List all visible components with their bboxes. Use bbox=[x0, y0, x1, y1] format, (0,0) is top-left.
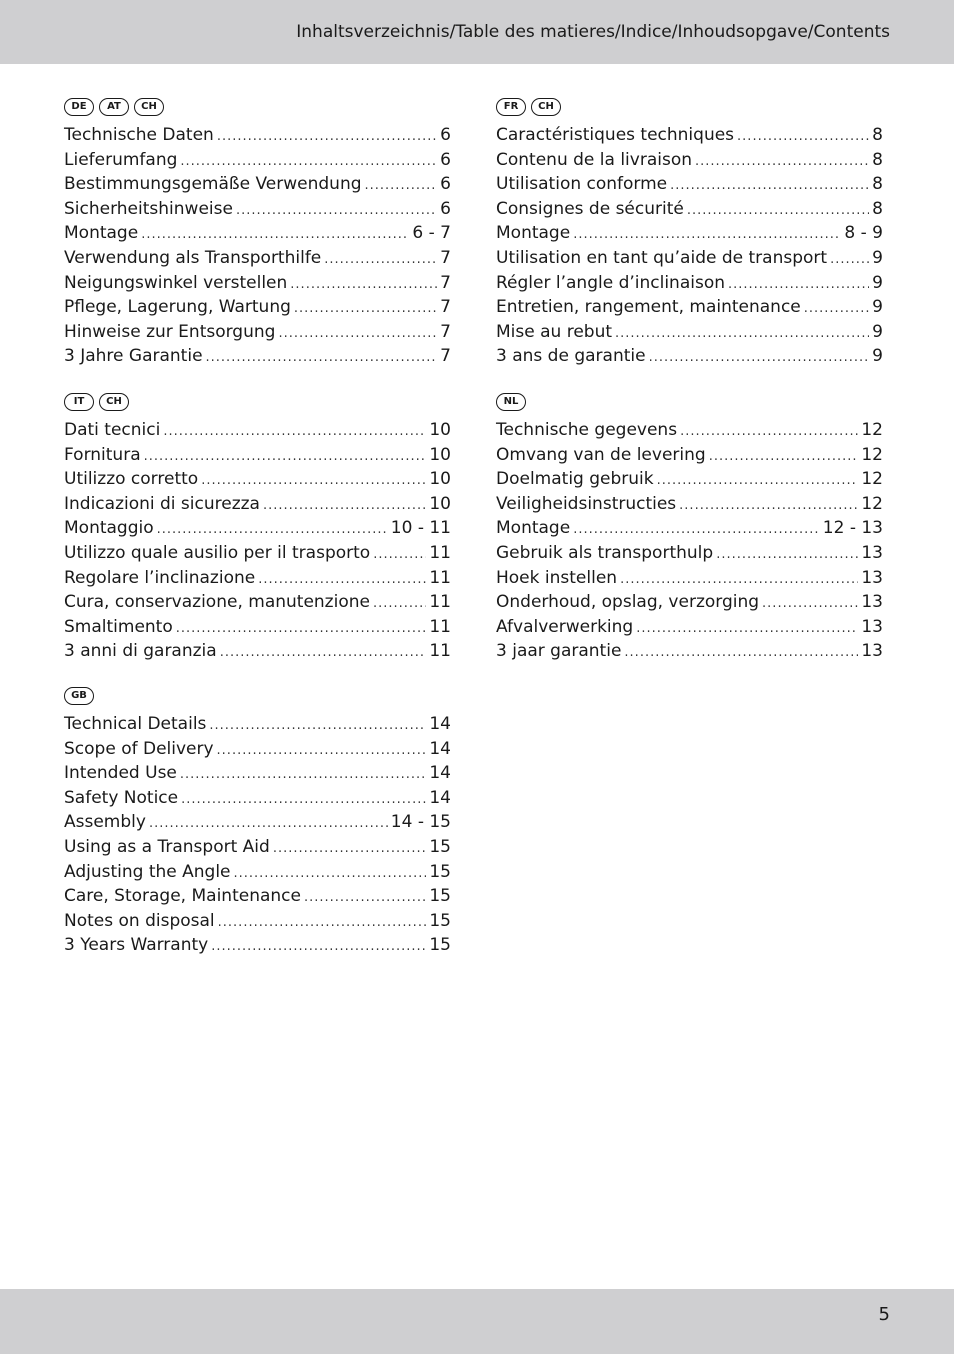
toc-entry bbox=[496, 543, 883, 568]
toc-entry-title: Caractéristiques techniques bbox=[496, 125, 735, 145]
toc-entry bbox=[64, 248, 451, 273]
toc-entry-page: 15 bbox=[429, 861, 451, 882]
footer-bar bbox=[0, 1289, 954, 1354]
toc-entry-title: Scope of Delivery bbox=[64, 738, 214, 759]
toc-dot-leader bbox=[670, 178, 869, 193]
toc-entry-title: Montage bbox=[64, 223, 139, 244]
toc-dot-leader bbox=[737, 129, 869, 144]
toc-entry-title: Utilizzo corretto bbox=[64, 469, 199, 490]
toc-dot-leader bbox=[217, 743, 427, 758]
language-badges bbox=[64, 391, 451, 413]
toc-entry bbox=[64, 494, 451, 519]
toc-entry-page: 9 bbox=[872, 321, 883, 342]
toc-entry-page: 13 bbox=[861, 641, 883, 662]
toc-entry-page: 12 bbox=[861, 493, 883, 514]
toc-dot-leader bbox=[141, 227, 409, 242]
toc-entry bbox=[64, 273, 451, 298]
toc-entry-title: Veiligheidsinstructies bbox=[496, 493, 677, 514]
toc-entry bbox=[64, 739, 451, 764]
toc-entry-page: 8 bbox=[872, 174, 883, 195]
toc-entry bbox=[496, 150, 883, 175]
toc-entry-title: Utilisation conforme bbox=[496, 174, 668, 195]
toc-entry-page: 13 bbox=[861, 592, 883, 613]
toc-entry bbox=[64, 346, 451, 371]
toc-dot-leader bbox=[157, 522, 388, 537]
country-badge: IT bbox=[64, 393, 94, 411]
toc-entry-title: 3 Jahre Garantie bbox=[64, 346, 203, 367]
toc-dot-leader bbox=[657, 473, 859, 488]
toc-entry-page: 15 bbox=[429, 935, 451, 956]
toc-entry bbox=[64, 911, 451, 936]
language-badges bbox=[64, 685, 451, 707]
toc-entry-title: Consignes de sécurité bbox=[496, 198, 684, 219]
toc-dot-leader bbox=[804, 301, 869, 316]
toc-dot-leader bbox=[278, 326, 437, 341]
toc-entry-page: 15 bbox=[429, 836, 451, 857]
toc-entry-page: 15 bbox=[429, 910, 451, 931]
toc-entry-page: 14 bbox=[429, 763, 451, 784]
toc-entry-page: 12 bbox=[861, 444, 883, 465]
toc-dot-leader bbox=[218, 915, 427, 930]
toc-dot-leader bbox=[234, 866, 427, 881]
toc-entry bbox=[64, 862, 451, 887]
toc-dot-leader bbox=[365, 178, 438, 193]
toc-entry bbox=[496, 592, 883, 617]
toc-entry-title: Omvang van de levering bbox=[496, 444, 706, 465]
toc-dot-leader bbox=[181, 792, 426, 807]
toc-dot-leader bbox=[636, 621, 858, 636]
toc-entry-title: Montaggio bbox=[64, 518, 154, 539]
country-badge: CH bbox=[531, 98, 561, 116]
toc-entry bbox=[64, 543, 451, 568]
toc-entry bbox=[64, 568, 451, 593]
toc-entry bbox=[496, 248, 883, 273]
toc-entry-title: Technical Details bbox=[64, 714, 207, 734]
toc-entry bbox=[496, 199, 883, 224]
toc-dot-leader bbox=[324, 252, 437, 267]
toc-section-it bbox=[64, 391, 451, 666]
toc-entry-page: 9 bbox=[872, 247, 883, 268]
toc-dot-leader bbox=[201, 473, 426, 488]
toc-dot-leader bbox=[680, 424, 858, 439]
toc-dot-leader bbox=[695, 154, 869, 169]
toc-entry bbox=[64, 420, 451, 445]
toc-dot-leader bbox=[263, 498, 426, 513]
toc-dot-leader bbox=[830, 252, 869, 267]
toc-entry-page: 10 bbox=[429, 469, 451, 490]
toc-entry bbox=[64, 322, 451, 347]
toc-entry-title: Adjusting the Angle bbox=[64, 861, 231, 882]
toc-entry-page: 9 bbox=[872, 272, 883, 293]
toc-entry-page: 13 bbox=[861, 542, 883, 563]
toc-entry bbox=[496, 346, 883, 371]
toc-dot-leader bbox=[294, 301, 437, 316]
toc-entry-title: Indicazioni di sicurezza bbox=[64, 493, 260, 514]
toc-entry-title: Mise au rebut bbox=[496, 321, 613, 342]
toc-entry-title: Pflege, Lagerung, Wartung bbox=[64, 297, 291, 318]
language-badges bbox=[496, 96, 883, 118]
toc-entry-title: Regolare l’inclinazione bbox=[64, 567, 256, 588]
toc-dot-leader bbox=[624, 645, 858, 660]
toc-entry bbox=[64, 469, 451, 494]
toc-entry-page: 14 - 15 bbox=[390, 812, 451, 833]
toc-entry-page: 13 bbox=[861, 616, 883, 637]
toc-entry bbox=[496, 568, 883, 593]
toc-entry bbox=[496, 420, 883, 445]
toc-entry-title: Bestimmungsgemäße Verwendung bbox=[64, 174, 362, 195]
toc-dot-leader bbox=[176, 621, 427, 636]
country-badge: FR bbox=[496, 98, 526, 116]
country-badge: NL bbox=[496, 393, 526, 411]
toc-section-gb bbox=[64, 685, 451, 960]
toc-entry-page: 7 bbox=[440, 297, 451, 318]
toc-entry bbox=[64, 297, 451, 322]
toc-entry-page: 8 bbox=[872, 198, 883, 219]
toc-entry bbox=[496, 445, 883, 470]
toc-entry-page: 10 - 11 bbox=[390, 518, 451, 539]
toc-entry bbox=[496, 223, 883, 248]
toc-entry-title: Montage bbox=[496, 518, 571, 539]
toc-entry bbox=[64, 518, 451, 543]
toc-entry-title: Afvalverwerking bbox=[496, 616, 634, 637]
toc-entry-title: Onderhoud, opslag, verzorging bbox=[496, 592, 760, 613]
toc-dot-leader bbox=[273, 841, 427, 856]
toc-entry-title: Cura, conservazione, manutenzione bbox=[64, 592, 370, 613]
toc-entry-page: 8 bbox=[872, 149, 883, 170]
toc-entry-page: 8 bbox=[872, 125, 883, 145]
toc-entry-title: Verwendung als Transporthilfe bbox=[64, 247, 322, 268]
toc-dot-leader bbox=[180, 154, 437, 169]
toc-dot-leader bbox=[304, 890, 426, 905]
toc-entry bbox=[64, 763, 451, 788]
toc-dot-leader bbox=[290, 277, 437, 292]
toc-dot-leader bbox=[728, 277, 869, 292]
toc-entry-title: 3 jaar garantie bbox=[496, 641, 622, 662]
toc-entry-page: 7 bbox=[440, 346, 451, 367]
toc-section-nl bbox=[496, 391, 883, 666]
toc-entry-title: Dati tecnici bbox=[64, 420, 161, 440]
toc-entry bbox=[64, 445, 451, 470]
toc-entry bbox=[496, 125, 883, 150]
toc-entry-title: Safety Notice bbox=[64, 787, 179, 808]
toc-entry bbox=[64, 125, 451, 150]
toc-dot-leader bbox=[180, 767, 426, 782]
toc-entry-title: 3 ans de garantie bbox=[496, 346, 646, 367]
toc-entry bbox=[64, 714, 451, 739]
toc-dot-leader bbox=[573, 227, 841, 242]
toc-entry-title: Gebruik als transporthulp bbox=[496, 542, 714, 563]
toc-entry bbox=[64, 617, 451, 642]
toc-entry-page: 7 bbox=[440, 321, 451, 342]
toc-entry-page: 12 bbox=[861, 469, 883, 490]
toc-entry-page: 11 bbox=[429, 616, 451, 637]
toc-entry-title: Hinweise zur Entsorgung bbox=[64, 321, 276, 342]
toc-entry-page: 6 bbox=[440, 125, 451, 145]
toc-entry bbox=[496, 174, 883, 199]
toc-entry-title: Lieferumfang bbox=[64, 149, 178, 170]
language-badges bbox=[496, 391, 883, 413]
toc-dot-leader bbox=[144, 449, 427, 464]
toc-dot-leader bbox=[149, 816, 388, 831]
toc-entry-page: 12 - 13 bbox=[822, 518, 883, 539]
toc-dot-leader bbox=[373, 596, 426, 611]
toc-entry bbox=[496, 297, 883, 322]
toc-entry-title: Assembly bbox=[64, 812, 146, 833]
toc-entry-page: 9 bbox=[872, 297, 883, 318]
toc-entry-title: 3 anni di garanzia bbox=[64, 641, 217, 662]
toc-entry-page: 10 bbox=[429, 444, 451, 465]
header-bar bbox=[0, 0, 954, 64]
language-badges bbox=[64, 96, 451, 118]
toc-entry-title: Neigungswinkel verstellen bbox=[64, 272, 288, 293]
toc-dot-leader bbox=[211, 939, 426, 954]
toc-dot-leader bbox=[220, 645, 427, 660]
toc-entry-title: Technische Daten bbox=[64, 125, 214, 145]
toc-entry bbox=[496, 322, 883, 347]
toc-entry bbox=[496, 469, 883, 494]
toc-entry-page: 11 bbox=[429, 542, 451, 563]
toc-dot-leader bbox=[209, 718, 426, 733]
header-title: Inhaltsverzeichnis/Table des matieres/Indice/Inhoudsopgave/Contents bbox=[296, 22, 890, 42]
toc-entry-title: Technische gegevens bbox=[496, 420, 678, 440]
toc-entry-title: Doelmatig gebruik bbox=[496, 469, 654, 490]
toc-entry-title: Notes on disposal bbox=[64, 910, 215, 931]
toc-dot-leader bbox=[236, 203, 437, 218]
country-badge: CH bbox=[99, 393, 129, 411]
toc-entry-title: Entretien, rangement, maintenance bbox=[496, 297, 801, 318]
toc-entry-page: 15 bbox=[429, 886, 451, 907]
toc-entry-title: Using as a Transport Aid bbox=[64, 836, 270, 857]
toc-dot-leader bbox=[217, 129, 437, 144]
toc-entry bbox=[64, 788, 451, 813]
toc-entry bbox=[496, 494, 883, 519]
toc-entry-page: 10 bbox=[429, 420, 451, 440]
toc-dot-leader bbox=[258, 572, 426, 587]
toc-entry bbox=[64, 174, 451, 199]
toc-entry-title: Sicherheitshinweise bbox=[64, 198, 233, 219]
toc-dot-leader bbox=[373, 547, 426, 562]
toc-entry bbox=[64, 223, 451, 248]
toc-entry bbox=[64, 935, 451, 960]
toc-dot-leader bbox=[716, 547, 858, 562]
toc-entry-page: 6 bbox=[440, 149, 451, 170]
toc-entry-page: 6 bbox=[440, 198, 451, 219]
toc-entry-page: 11 bbox=[429, 641, 451, 662]
toc-entry-page: 11 bbox=[429, 592, 451, 613]
toc-entry-page: 13 bbox=[861, 567, 883, 588]
toc-entry bbox=[496, 518, 883, 543]
toc-entry bbox=[64, 812, 451, 837]
toc-dot-leader bbox=[615, 326, 869, 341]
toc-entry-page: 14 bbox=[429, 738, 451, 759]
toc-entry-title: 3 Years Warranty bbox=[64, 935, 209, 956]
toc-dot-leader bbox=[687, 203, 869, 218]
toc-entry-page: 14 bbox=[429, 714, 451, 734]
toc-dot-leader bbox=[709, 449, 859, 464]
toc-dot-leader bbox=[620, 572, 858, 587]
toc-entry bbox=[64, 199, 451, 224]
toc-entry-title: Smaltimento bbox=[64, 616, 173, 637]
toc-entry-title: Montage bbox=[496, 223, 571, 244]
toc-section-fr bbox=[496, 96, 883, 371]
toc-entry-title: Fornitura bbox=[64, 444, 141, 465]
toc-entry-title: Intended Use bbox=[64, 763, 177, 784]
toc-entry-page: 11 bbox=[429, 567, 451, 588]
toc-entry-title: Utilizzo quale ausilio per il trasporto bbox=[64, 542, 371, 563]
toc-entry-page: 6 bbox=[440, 174, 451, 195]
toc-entry bbox=[64, 150, 451, 175]
toc-section-de bbox=[64, 96, 451, 371]
toc-entry bbox=[64, 837, 451, 862]
toc-entry bbox=[64, 592, 451, 617]
country-badge: AT bbox=[99, 98, 129, 116]
toc-entry bbox=[496, 617, 883, 642]
toc-entry bbox=[64, 641, 451, 666]
toc-entry-page: 6 - 7 bbox=[412, 223, 451, 244]
toc-dot-leader bbox=[573, 522, 820, 537]
toc-entry-title: Care, Storage, Maintenance bbox=[64, 886, 301, 907]
toc-entry-title: Hoek instellen bbox=[496, 567, 618, 588]
toc-dot-leader bbox=[206, 350, 438, 365]
toc-entry bbox=[496, 641, 883, 666]
toc-dot-leader bbox=[649, 350, 870, 365]
toc-entry-page: 9 bbox=[872, 346, 883, 367]
toc-dot-leader bbox=[762, 596, 858, 611]
page-number: 5 bbox=[878, 1304, 890, 1325]
toc-dot-leader bbox=[679, 498, 858, 513]
country-badge: CH bbox=[134, 98, 164, 116]
toc-entry-title: Utilisation en tant qu’aide de transport bbox=[496, 247, 828, 268]
toc-dot-leader bbox=[163, 424, 426, 439]
country-badge: GB bbox=[64, 687, 94, 705]
toc-entry-title: Régler l’angle d’inclinaison bbox=[496, 272, 726, 293]
toc-entry bbox=[496, 273, 883, 298]
toc-entry-page: 7 bbox=[440, 272, 451, 293]
toc-entry-page: 10 bbox=[429, 493, 451, 514]
toc-entry-page: 8 - 9 bbox=[844, 223, 883, 244]
country-badge: DE bbox=[64, 98, 94, 116]
toc-entry-title: Contenu de la livraison bbox=[496, 149, 692, 170]
toc-entry bbox=[64, 886, 451, 911]
toc-entry-page: 7 bbox=[440, 247, 451, 268]
toc-entry-page: 12 bbox=[861, 420, 883, 440]
toc-entry-page: 14 bbox=[429, 787, 451, 808]
